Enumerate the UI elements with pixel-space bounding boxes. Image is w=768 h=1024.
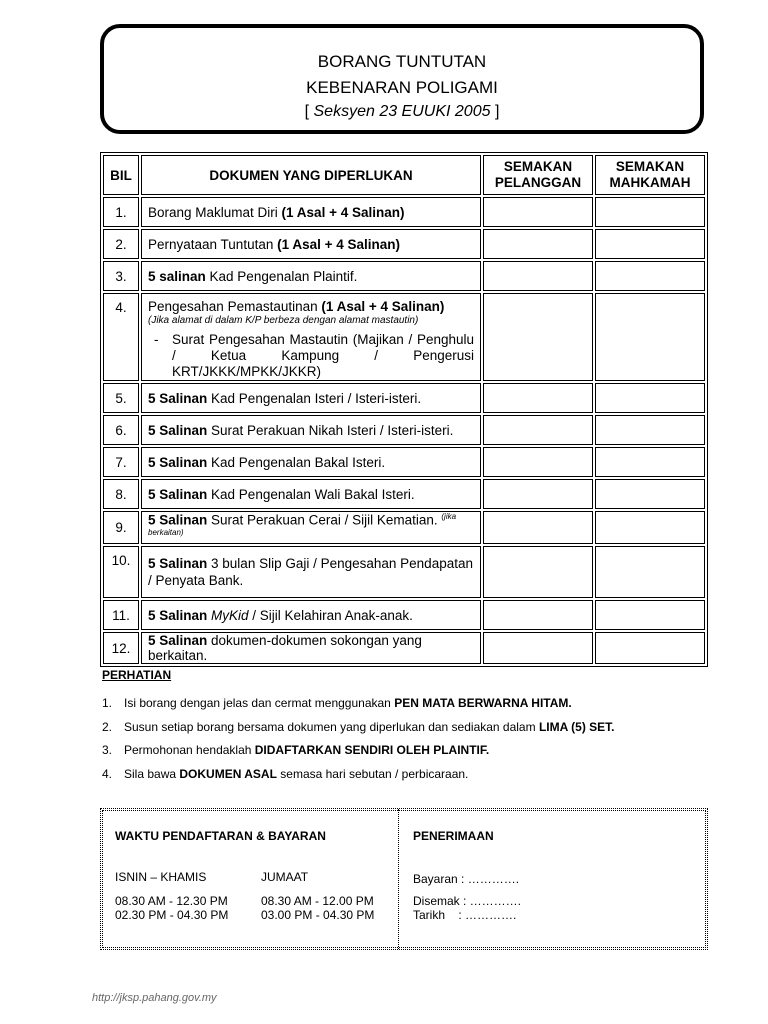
table-row: 1. Borang Maklumat Diri (1 Asal + 4 Salinan) (103, 197, 705, 227)
customer-check-cell[interactable] (483, 600, 593, 630)
form-title-line2: KEBENARAN POLIGAMI (306, 78, 498, 97)
court-check-cell[interactable] (595, 546, 705, 598)
table-row: 9. 5 Salinan Surat Perakuan Cerai / Sijil Kematian. $^{(jika berkaitan)}$ (103, 511, 705, 544)
table-row: 5. 5 Salinan Kad Pengenalan Isteri / Isteri-isteri. (103, 383, 705, 413)
court-check-cell[interactable] (595, 293, 705, 381)
box-divider (398, 809, 399, 949)
list-item: 3. Permohonan hendaklah DIDAFTARKAN SENDIRI OLEH PLAINTIF. (102, 743, 490, 757)
table-row: 12. 5 Salinan dokumen-dokumen sokongan yang berkaitan. (103, 632, 705, 664)
customer-check-cell[interactable] (483, 383, 593, 413)
form-title-line1: BORANG TUNTUTAN (317, 52, 487, 71)
table-row: 6. 5 Salinan Surat Perakuan Nikah Isteri / Isteri-isteri. (103, 415, 705, 445)
documents-table (100, 152, 708, 667)
notes-heading: PERHATIAN (102, 668, 172, 682)
customer-check-cell[interactable] (483, 229, 593, 259)
schedule-day1: ISNIN – KHAMIS (115, 870, 207, 884)
form-title-box (100, 24, 704, 134)
table-row: 8. 5 Salinan Kad Pengenalan Wali Bakal Isteri. (103, 479, 705, 509)
customer-check-cell[interactable] (483, 632, 593, 664)
notes-list (102, 696, 615, 790)
customer-check-cell[interactable] (483, 447, 593, 477)
court-check-cell[interactable] (595, 632, 705, 664)
col-court-check-header: SEMAKAN MAHKAMAH (595, 155, 705, 195)
table-row: 2. Pernyataan Tuntutan (1 Asal + 4 Salinan) (103, 229, 705, 259)
court-check-cell[interactable] (595, 229, 705, 259)
table-header-row (103, 155, 705, 195)
schedule-day2-morning: 08.30 AM - 12.00 PM (261, 894, 374, 908)
table-row: 11. 5 Salinan MyKid / Sijil Kelahiran Anak-anak. (103, 600, 705, 630)
customer-check-cell[interactable] (483, 415, 593, 445)
residency-note: (Jika alamat di dalam K/P berbeza dengan alamat mastautin) (148, 315, 419, 326)
customer-check-cell[interactable] (483, 546, 593, 598)
schedule-day2-afternoon: 03.00 PM - 04.30 PM (261, 908, 375, 922)
table-row: 3. 5 salinan Kad Pengenalan Plaintif. (103, 261, 705, 291)
court-check-cell[interactable] (595, 479, 705, 509)
receipt-checked-field: Disemak : …………. (413, 894, 522, 908)
customer-check-cell[interactable] (483, 479, 593, 509)
court-check-cell[interactable] (595, 261, 705, 291)
schedule-day1-afternoon: 02.30 PM - 04.30 PM (115, 908, 229, 922)
table-row: 10. 5 Salinan 3 bulan Slip Gaji / Pengesahan Pendapatan / Penyata Bank. (103, 546, 705, 598)
col-bil-header: BIL (103, 155, 139, 195)
court-check-cell[interactable] (595, 415, 705, 445)
schedule-day1-morning: 08.30 AM - 12.30 PM (115, 894, 228, 908)
footer-url: http://jksp.pahang.gov.my (92, 992, 217, 1004)
col-customer-check-header: SEMAKAN PELANGGAN (483, 155, 593, 195)
list-item: 2. Susun setiap borang bersama dokumen yang diperlukan dan sediakan dalam LIMA (5) SET. (102, 719, 615, 734)
court-check-cell[interactable] (595, 383, 705, 413)
court-check-cell[interactable] (595, 197, 705, 227)
customer-check-cell[interactable] (483, 511, 593, 544)
receipt-title: PENERIMAAN (413, 829, 494, 843)
residency-sub-item: - Surat Pengesahan Mastautin (Majikan / Penghulu / Ketua Kampung / Pengerusi KRT/JKKK/MPKK/JKKR) (154, 332, 474, 379)
list-item: 1. Isi borang dengan jelas dan cermat menggunakan PEN MATA BERWARNA HITAM. (102, 696, 572, 710)
customer-check-cell[interactable] (483, 197, 593, 227)
form-subtitle: [ Seksyen 23 EUUKI 2005 ] (304, 103, 500, 120)
receipt-payment-field: Bayaran : …………. (413, 872, 520, 886)
table-row: 4. Pengesahan Pemastautinan (1 Asal + 4 Salinan) (Jika alamat di dalam K/P berbeza dengan alamat mastautin) - Surat Pengesahan Mastautin (Majikan / Penghulu / Ketua Kampung / Pengerusi KRT/JKKK/MPKK/JKKR) (103, 293, 705, 381)
court-check-cell[interactable] (595, 600, 705, 630)
table-row: 7. 5 Salinan Kad Pengenalan Bakal Isteri. (103, 447, 705, 477)
court-check-cell[interactable] (595, 447, 705, 477)
customer-check-cell[interactable] (483, 293, 593, 381)
receipt-date-field: Tarikh : …………. (413, 908, 517, 922)
customer-check-cell[interactable] (483, 261, 593, 291)
list-item: 4. Sila bawa DOKUMEN ASAL semasa hari sebutan / perbicaraan. (102, 766, 469, 781)
schedule-title: WAKTU PENDAFTARAN & BAYARAN (115, 829, 326, 843)
schedule-day2: JUMAAT (261, 870, 309, 884)
registration-box (100, 808, 708, 950)
court-check-cell[interactable] (595, 511, 705, 544)
col-document-header: DOKUMEN YANG DIPERLUKAN (141, 155, 481, 195)
